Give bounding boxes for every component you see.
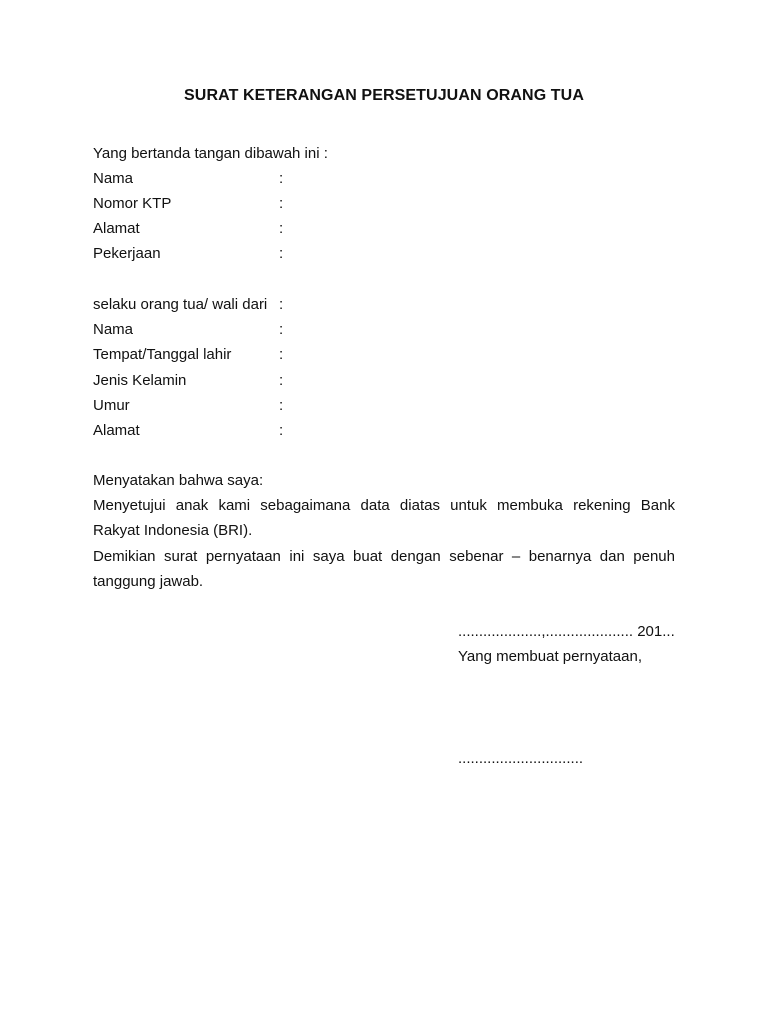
signature-line: .............................. <box>458 750 584 767</box>
place-date-line: ....................,..................... 201... <box>458 623 675 640</box>
field-label: Umur <box>93 397 130 414</box>
field-colon: : <box>279 220 284 237</box>
field-colon: : <box>279 170 284 187</box>
field-colon: : <box>279 397 284 414</box>
field-label: Nomor KTP <box>93 195 172 212</box>
closing-paragraph-line-2: tanggung jawab. <box>93 573 204 590</box>
consent-paragraph-line-1: Menyetujui anak kami sebagaimana data diatas untuk membuka rekening Bank <box>93 497 675 514</box>
field-label: Jenis Kelamin <box>93 372 187 389</box>
statement-intro: Menyatakan bahwa saya: <box>93 472 264 489</box>
field-colon: : <box>279 245 284 262</box>
field-label: Alamat <box>93 422 140 439</box>
field-label: selaku orang tua/ wali dari <box>93 296 268 313</box>
field-colon: : <box>279 195 284 212</box>
field-label: Alamat <box>93 220 140 237</box>
field-label: Nama <box>93 170 134 187</box>
intro-text: Yang bertanda tangan dibawah ini : <box>93 145 328 162</box>
field-label: Nama <box>93 321 134 338</box>
consent-paragraph-line-2: Rakyat Indonesia (BRI). <box>93 522 253 539</box>
field-colon: : <box>279 372 284 389</box>
field-colon: : <box>279 296 284 313</box>
field-label: Pekerjaan <box>93 245 161 262</box>
field-colon: : <box>279 346 284 363</box>
signatory-label: Yang membuat pernyataan, <box>458 648 643 665</box>
field-label: Tempat/Tanggal lahir <box>93 346 232 363</box>
field-colon: : <box>279 422 284 439</box>
closing-paragraph-line-1: Demikian surat pernyataan ini saya buat dengan sebenar – benarnya dan penuh <box>93 548 675 565</box>
field-colon: : <box>279 321 284 338</box>
document-title: SURAT KETERANGAN PERSETUJUAN ORANG TUA <box>184 87 584 104</box>
